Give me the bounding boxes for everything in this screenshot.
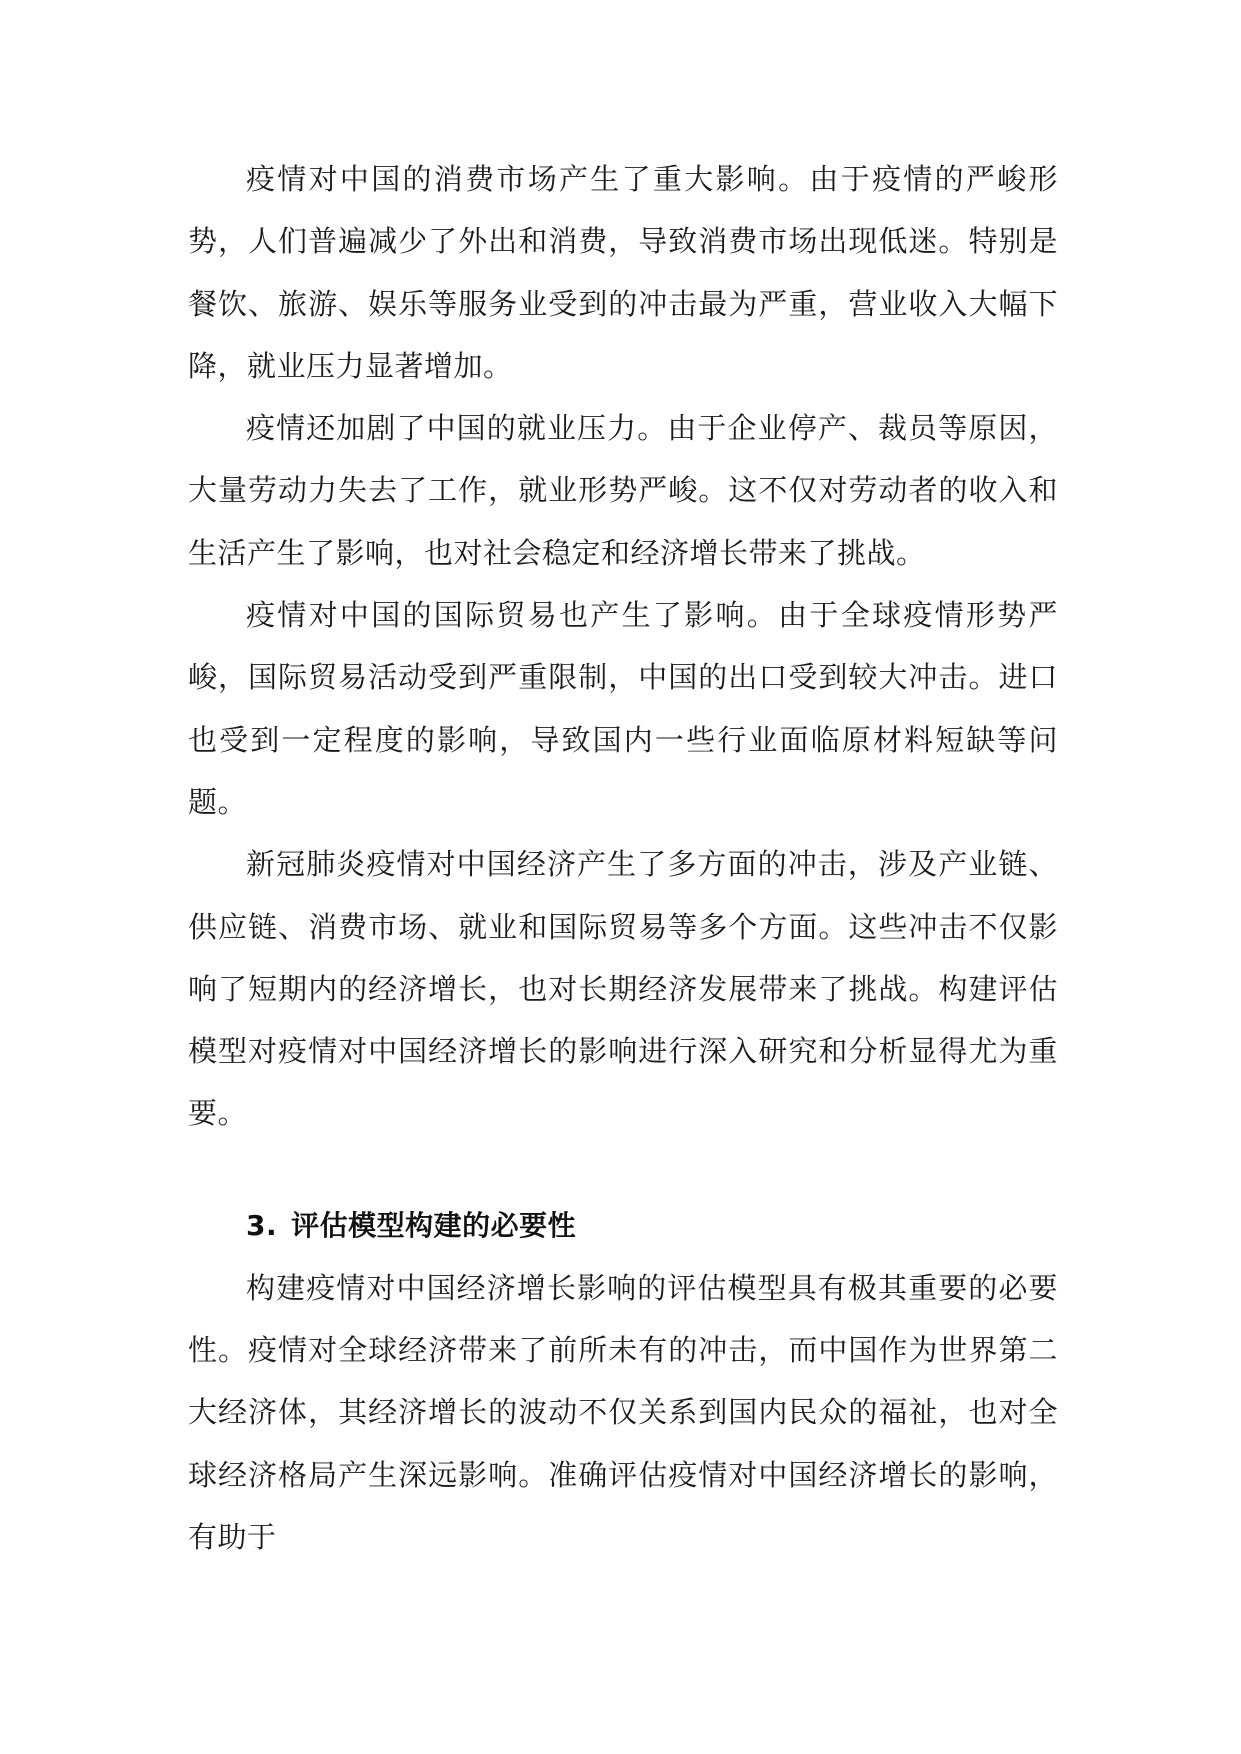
page-content xyxy=(188,148,1058,1568)
paragraph-employment: 疫情还加剧了中国的就业压力。由于企业停产、裁员等原因，大量劳动力失去了工作，就业形势严峻。这不仅对劳动者的收入和生活产生了影响，也对社会稳定和经济增长带来了挑战。 xyxy=(188,411,1058,570)
section-title: 评估模型构建的必要性 xyxy=(291,1208,577,1242)
paragraph-consumer-market: 疫情对中国的消费市场产生了重大影响。由于疫情的严峻形势，人们普遍减少了外出和消费，导致消费市场出现低迷。特别是餐饮、旅游、娱乐等服务业受到的冲击最为严重，营业收入大幅下降，就业压力显著增加。 xyxy=(188,162,1058,383)
paragraph-necessity: 构建疫情对中国经济增长影响的评估模型具有极其重要的必要性。疫情对全球经济带来了前所未有的冲击，而中国作为世界第二大经济体，其经济增长的波动不仅关系到国内民众的福祉，也对全球经济格局产生深远影响。准确评估疫情对中国经济增长的影响，有助于 xyxy=(188,1270,1058,1554)
section-heading xyxy=(188,1195,1058,1257)
paragraph-summary: 新冠肺炎疫情对中国经济产生了多方面的冲击，涉及产业链、供应链、消费市场、就业和国际贸易等多个方面。这些冲击不仅影响了短期内的经济增长，也对长期经济发展带来了挑战。构建评估模型对疫情对中国经济增长的影响进行深入研究和分析显得尤为重要。 xyxy=(188,847,1058,1131)
section-number: 3. xyxy=(246,1208,278,1242)
paragraph-international-trade: 疫情对中国的国际贸易也产生了影响。由于全球疫情形势严峻，国际贸易活动受到严重限制，中国的出口受到较大冲击。进口也受到一定程度的影响，导致国内一些行业面临原材料短缺等问题。 xyxy=(188,598,1058,819)
